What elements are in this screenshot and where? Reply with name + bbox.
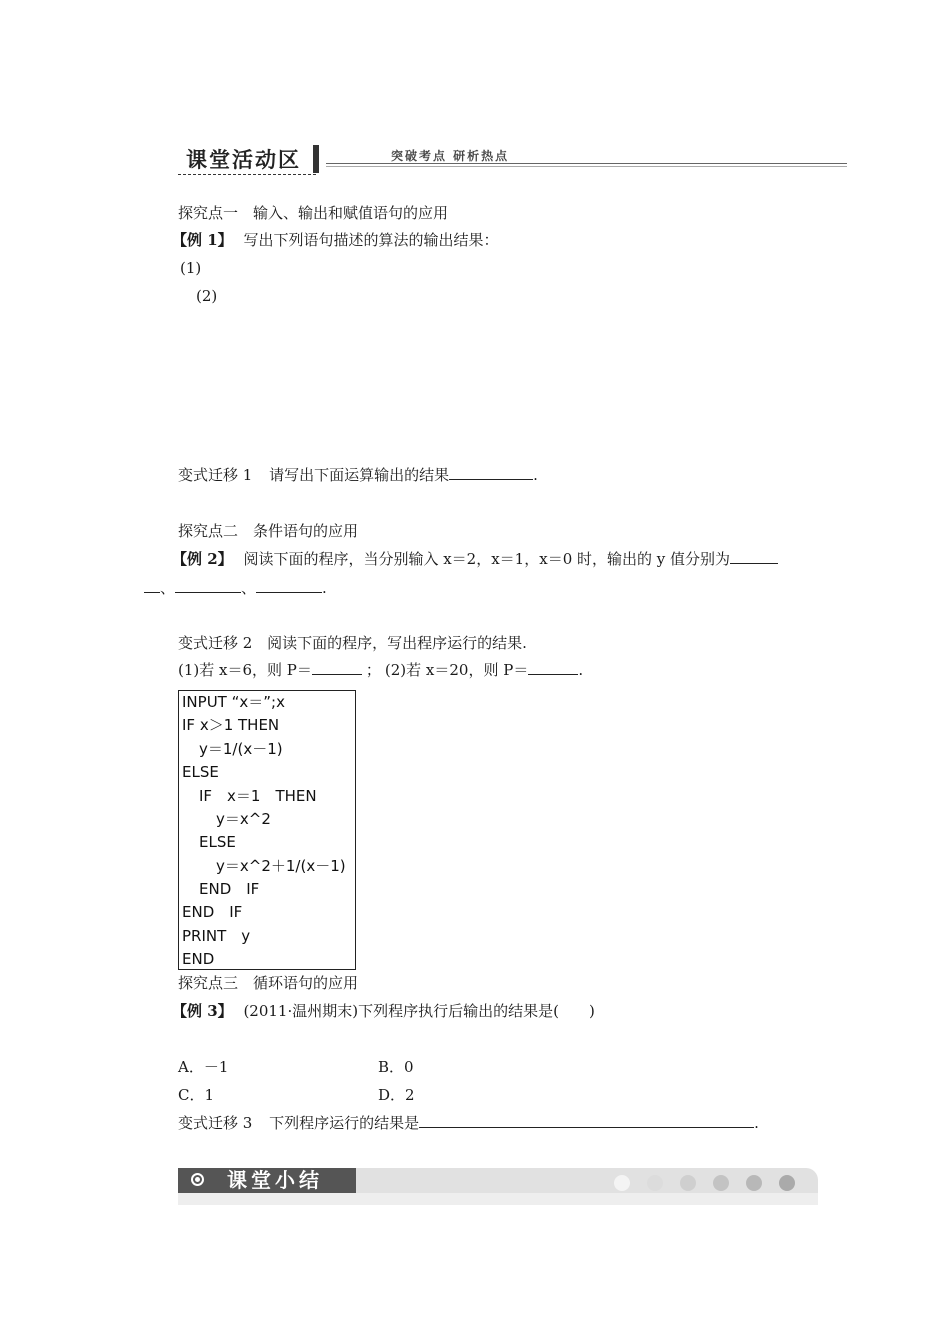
- code-line: ELSE: [199, 833, 236, 851]
- code-line: IF x＝1 THEN: [199, 787, 317, 805]
- target-circle-icon-center: [195, 1177, 200, 1182]
- example-label: 【例 2】: [172, 550, 233, 568]
- code-line: IF x＞1 THEN: [182, 716, 280, 734]
- code-line: END: [182, 950, 215, 968]
- example-text: 阅读下面的程序，当分别输入 x＝2，x＝1，x＝0 时，输出的 y 值分别为: [243, 550, 731, 568]
- example-2-continuation: [144, 578, 327, 598]
- separator: 、: [241, 579, 257, 597]
- banner-divider-bar: [313, 145, 319, 173]
- sentence-end: .: [322, 579, 327, 597]
- banner-rule: [326, 163, 847, 164]
- variant-3: [178, 1113, 759, 1133]
- variant-2: [178, 633, 527, 653]
- variant-label: 变式迁移 1: [178, 466, 253, 484]
- code-line: INPUT “x＝”;x: [182, 693, 285, 711]
- answer-blank: [730, 549, 778, 564]
- section-heading-2: 探究点二 条件语句的应用: [178, 522, 359, 540]
- question-1: (1)若 x＝6，则 P＝: [178, 661, 312, 679]
- answer-blank: [312, 660, 362, 675]
- answer-blank: [419, 1113, 754, 1128]
- answer-blank: [449, 465, 533, 480]
- summary-title: 课堂小结: [227, 1168, 323, 1192]
- answer-blank: [256, 578, 322, 593]
- section-banner-subtitle: 突破考点 研析热点: [391, 149, 510, 163]
- variant-text: 阅读下面的程序，写出程序运行的结果.: [267, 634, 527, 652]
- example-1-item-1: (1): [180, 259, 202, 277]
- variant-label: 变式迁移 2: [178, 634, 253, 652]
- banner-rule-secondary: [326, 166, 847, 167]
- option-d: D．2: [378, 1086, 415, 1104]
- variant-text: 下列程序运行的结果是: [269, 1114, 420, 1132]
- example-label: 【例 3】: [172, 1002, 233, 1020]
- decor-dot-icon: [713, 1175, 729, 1191]
- question-2: (2)若 x＝20，则 P＝: [384, 661, 529, 679]
- example-3: [172, 1001, 595, 1021]
- decor-dot-icon: [779, 1175, 795, 1191]
- example-1: [172, 230, 498, 250]
- answer-blank: [144, 578, 160, 593]
- sentence-end: .: [578, 661, 584, 679]
- code-line: END IF: [182, 903, 243, 921]
- separator: ；: [365, 661, 381, 679]
- option-b: B．0: [378, 1058, 414, 1076]
- example-text: (2011·温州期末)下列程序执行后输出的结果是( ): [243, 1002, 595, 1020]
- option-c: C．1: [178, 1086, 215, 1104]
- variant-label: 变式迁移 3: [178, 1114, 253, 1132]
- example-label: 【例 1】: [172, 231, 233, 249]
- code-line: END IF: [199, 880, 260, 898]
- code-line: PRINT y: [182, 927, 251, 945]
- section-banner-title: 课堂活动区: [186, 148, 301, 172]
- summary-banner-shadow: [178, 1193, 818, 1205]
- variant-end: .: [533, 466, 538, 484]
- section-heading-3: 探究点三 循环语句的应用: [178, 974, 359, 992]
- variant-2-questions: [178, 660, 583, 680]
- variant-end: .: [754, 1114, 759, 1132]
- variant-1: [178, 465, 538, 485]
- example-1-item-2: (2): [196, 287, 218, 305]
- code-line: y＝1/(x－1): [199, 740, 283, 758]
- variant-text: 请写出下面运算输出的结果: [269, 466, 450, 484]
- answer-blank: [175, 578, 241, 593]
- section-heading-1: 探究点一 输入、输出和赋值语句的应用: [178, 204, 449, 222]
- decor-dot-icon: [614, 1175, 630, 1191]
- example-text: 写出下列语句描述的算法的输出结果：: [243, 231, 499, 249]
- code-line: y＝x^2＋1/(x－1): [216, 857, 346, 875]
- option-a: A．－1: [178, 1058, 229, 1076]
- separator: 、: [160, 579, 176, 597]
- decor-dot-icon: [647, 1175, 663, 1191]
- answer-blank: [528, 660, 578, 675]
- example-2: [172, 549, 778, 569]
- banner-dashed-underline: [178, 174, 316, 175]
- decor-dot-icon: [680, 1175, 696, 1191]
- code-line: y＝x^2: [216, 810, 271, 828]
- code-line: ELSE: [182, 763, 219, 781]
- decor-dot-icon: [746, 1175, 762, 1191]
